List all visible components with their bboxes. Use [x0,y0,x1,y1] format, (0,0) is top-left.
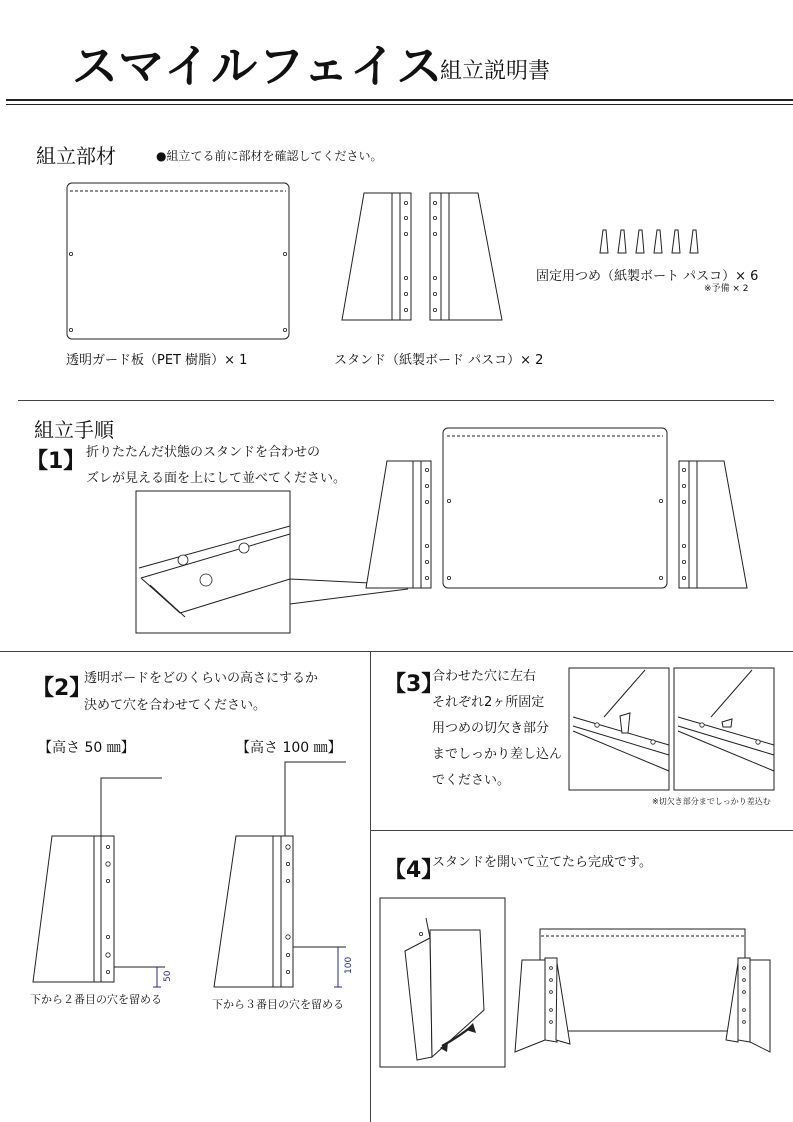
step3-line4: までしっかり差し込ん [432,747,563,762]
step3-line3: 用つめの切欠き部分 [432,721,550,736]
dim50-label: 50 [163,970,173,982]
height100-label: 【高さ 100 ㎜】 [236,740,342,756]
procedure-heading: 組立手順 [34,418,114,442]
clip-spare-note: ※予備 × 2 [704,284,749,294]
stand-caption: スタンド（紙製ボード パスコ）× 2 [334,353,544,368]
step2-number: 【2】 [32,676,92,701]
step3-line2: それぞれ2ヶ所固定 [432,695,545,710]
clip-caption: 固定用つめ（紙製ボート パスコ）× 6 [536,269,759,284]
parts-heading: 組立部材 [36,144,116,168]
height50-label: 【高さ 50 ㎜】 [38,740,135,756]
step2-line2: 決めて穴を合わせてください。 [84,698,267,713]
step1-number: 【1】 [26,449,86,474]
step4-text: スタンドを開いて立てたら完成です。 [432,855,652,870]
parts-note: ●組立てる前に部材を確認してください。 [156,149,383,163]
step3-line1: 合わせた穴に左右 [432,669,537,684]
step1-line2: ズレが見える面を上にして並べてください。 [86,471,347,486]
dim100-label: 100 [344,956,354,974]
document-title: スマイルフェイス [72,39,444,93]
board-caption: 透明ガード板（PET 樹脂）× 1 [66,353,248,368]
step3-number: 【3】 [384,672,444,697]
step3-line5: でください。 [432,773,511,788]
caption-100: 下から３番目の穴を留める [212,998,344,1011]
step4-number: 【4】 [384,858,444,883]
caption-50: 下から２番目の穴を留める [30,993,162,1006]
document-subtitle: 組立説明書 [440,59,551,84]
step1-line1: 折りたたんだ状態のスタンドを合わせの [86,445,321,460]
step2-line1: 透明ボードをどのくらいの高さにするか [84,671,319,686]
step3-note: ※切欠き部分までしっかり差込む [652,797,771,806]
